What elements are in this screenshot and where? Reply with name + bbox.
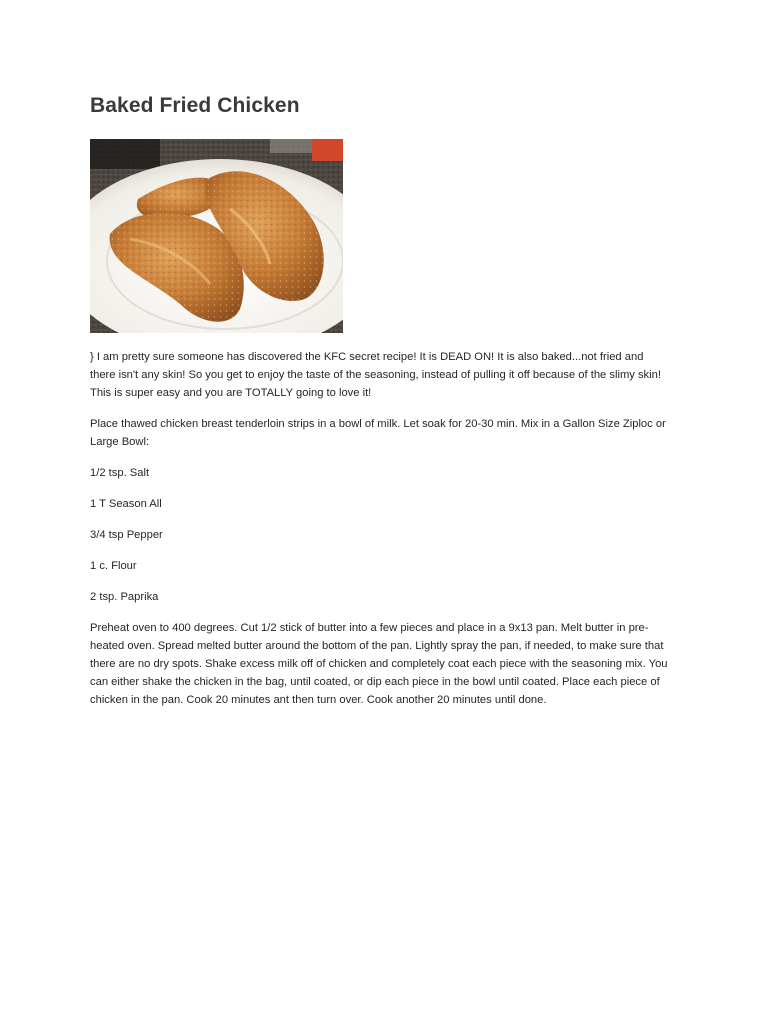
ingredient-item: 3/4 tsp Pepper <box>90 529 163 541</box>
intro-paragraph: } I am pretty sure someone has discovered the KFC secret recipe! It is DEAD ON! It is also baked...not fried and there isn't any skin! So you get to enjoy the taste of the seasoning, instead of pulling it off because of the slimy skin! This is super easy and you are TOTALLY going to love it! <box>90 351 661 399</box>
directions-paragraph: Preheat oven to 400 degrees. Cut 1/2 stick of butter into a few pieces and place in a 9x13 pan. Melt butter in pre-heated oven. Spread melted butter around the bottom of the pan. Lightly spray the pan, if needed, to make sure that there are no dry spots. Shake excess milk off of chicken and completely coat each piece with the seasoning mix. You can either shake the chicken in the bag, until coated, or dip each piece in the bowl until coated. Place each piece of chicken in the pan. Cook 20 minutes ant then turn over. Cook another 20 minutes until done. <box>90 622 668 706</box>
recipe-title: Baked Fried Chicken <box>90 94 300 117</box>
recipe-body <box>90 348 670 722</box>
prep-paragraph: Place thawed chicken breast tenderloin strips in a bowl of milk. Let soak for 20-30 min. Mix in a Gallon Size Ziploc or Large Bowl: <box>90 418 666 448</box>
ingredient-item: 1 T Season All <box>90 498 162 510</box>
ingredient-item: 1/2 tsp. Salt <box>90 467 150 479</box>
ingredient-item: 1 c. Flour <box>90 560 137 572</box>
ingredient-item: 2 tsp. Paprika <box>90 591 159 603</box>
fried-chicken-photo <box>90 139 343 333</box>
